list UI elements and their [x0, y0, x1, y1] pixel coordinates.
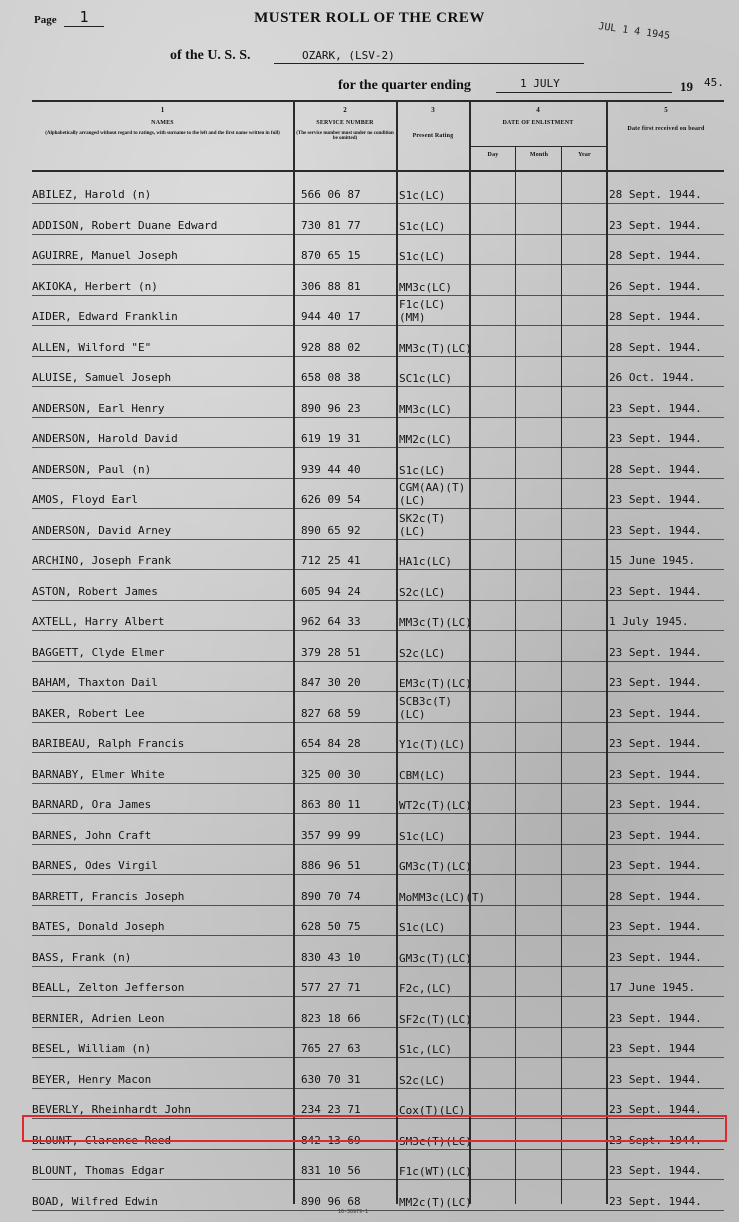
row-rule [32, 600, 724, 601]
present-rating: S1c(LC) [399, 463, 446, 477]
date-received: 23 Sept. 1944. [609, 828, 702, 842]
col-service-header: 2 SERVICE NUMBER (The service number must under no condition be omitted) [296, 106, 394, 141]
table-row [32, 676, 724, 696]
service-number: 234 23 71 [301, 1103, 361, 1116]
present-rating: MM3c(T)(LC) [399, 616, 472, 629]
service-number: 890 70 74 [301, 889, 361, 903]
col-received-header: 5 Date first received on board [627, 106, 705, 133]
enlistment-subrule [469, 146, 606, 147]
row-rule [32, 325, 724, 326]
table-row [32, 737, 724, 757]
present-rating: S1c(LC) [399, 189, 446, 202]
date-received: 23 Sept. 1944. [609, 584, 702, 598]
present-rating: S2c(LC) [399, 646, 446, 660]
date-received: 28 Sept. 1944. [609, 310, 702, 323]
date-received: 23 Sept. 1944. [609, 920, 702, 933]
date-received: 28 Sept. 1944. [609, 462, 702, 476]
service-number: 842 13 69 [301, 1133, 361, 1147]
service-number: 306 88 81 [301, 279, 361, 293]
service-number: 628 50 75 [301, 920, 361, 933]
row-rule [32, 356, 724, 357]
service-number: 944 40 17 [301, 310, 361, 323]
quarter-date: 1 JULY [496, 77, 672, 93]
crew-name: ARCHINO, Joseph Frank [32, 554, 172, 567]
crew-name: BARIBEAU, Ralph Francis [32, 737, 185, 750]
service-number: 765 27 63 [301, 1042, 361, 1055]
row-rule [32, 813, 724, 814]
present-rating: S1c(LC) [399, 219, 446, 233]
table-row [32, 1164, 724, 1184]
table-row [32, 646, 724, 666]
row-rule [32, 630, 724, 631]
date-received: 23 Sept. 1944. [609, 1164, 702, 1177]
present-rating: F1c(LC) (MM) [399, 298, 446, 324]
crew-name: ANDERSON, Harold David [32, 432, 178, 445]
crew-name: BARRETT, Francis Joseph [32, 889, 185, 903]
present-rating: CBM(LC) [399, 768, 446, 782]
crew-name: AMOS, Floyd Earl [32, 493, 138, 506]
date-received: 23 Sept. 1944. [609, 676, 702, 689]
present-rating: HA1c(LC) [399, 555, 452, 568]
present-rating: MoMM3c(LC)(T) [399, 890, 486, 904]
date-received: 23 Sept. 1944. [609, 859, 702, 872]
present-rating: CGM(AA)(T) (LC) [399, 481, 466, 507]
crew-name: BLOUNT, Clarence Reed [32, 1133, 172, 1147]
row-rule [32, 478, 724, 479]
row-rule [32, 234, 724, 235]
row-rule [32, 264, 724, 265]
date-received: 23 Sept. 1944. [609, 1133, 702, 1147]
present-rating: MM3c(LC) [399, 280, 452, 294]
service-number: 654 84 28 [301, 737, 361, 750]
service-number: 712 25 41 [301, 554, 361, 567]
present-rating: GM3c(T)(LC) [399, 860, 472, 873]
date-received: 28 Sept. 1944. [609, 340, 702, 354]
present-rating: SM3c(T)(LC) [399, 1134, 472, 1148]
date-received: 15 June 1945. [609, 554, 696, 567]
row-rule [32, 1179, 724, 1180]
table-row [32, 1195, 724, 1215]
row-rule [32, 1210, 724, 1211]
highlighted-row-box [22, 1115, 727, 1142]
col-names-header: 1 NAMES (Alphabetically arranged without regard to ratings, with surname to the left and the first name written in full) [45, 106, 280, 136]
col-day-header: Day [487, 152, 499, 158]
crew-name: BARNES, Odes Virgil [32, 859, 158, 872]
table-row [32, 280, 724, 300]
date-received: 23 Sept. 1944. [609, 798, 702, 811]
present-rating: F2c,(LC) [399, 982, 452, 995]
present-rating: S1c(LC) [399, 921, 446, 934]
date-received: 28 Sept. 1944. [609, 249, 702, 262]
crew-name: BASS, Frank (n) [32, 950, 132, 964]
row-rule [32, 203, 724, 204]
date-received: 23 Sept. 1944. [609, 1194, 702, 1208]
service-number: 830 43 10 [301, 950, 361, 964]
page-label: Page [34, 14, 57, 26]
received-stamp: JUL 1 4 1945 [597, 21, 671, 42]
table-row [32, 511, 724, 544]
date-received: 23 Sept. 1944. [609, 493, 702, 506]
service-number: 566 06 87 [301, 188, 361, 201]
date-received: 23 Sept. 1944. [609, 1072, 702, 1086]
table-row [32, 341, 724, 361]
crew-name: AKIOKA, Herbert (n) [32, 279, 158, 293]
table-row [32, 432, 724, 452]
crew-name: AXTELL, Harry Albert [32, 615, 165, 628]
present-rating: SK2c(T) (LC) [399, 511, 446, 538]
present-rating: SCB3c(T) (LC) [399, 694, 452, 721]
crew-name: BESEL, William (n) [32, 1042, 152, 1055]
row-rule [32, 386, 724, 387]
header-bottom-rule [32, 170, 724, 172]
row-rule [32, 1057, 724, 1058]
date-received: 1 July 1945. [609, 615, 689, 628]
table-row [32, 768, 724, 788]
table-row [32, 615, 724, 635]
row-rule [32, 295, 724, 296]
date-received: 23 Sept. 1944. [609, 432, 702, 445]
crew-name: BEYER, Henry Macon [32, 1072, 152, 1086]
row-rule [32, 1088, 724, 1089]
table-row [32, 481, 724, 513]
present-rating: GM3c(T)(LC) [399, 951, 472, 965]
crew-name: BERNIER, Adrien Leon [32, 1011, 165, 1025]
service-number: 890 96 23 [301, 401, 361, 415]
page-number: 1 [64, 8, 104, 27]
form-number: 16-30979-1 [338, 1209, 369, 1215]
table-row [32, 1012, 724, 1032]
crew-name: ALLEN, Wilford "E" [32, 340, 152, 354]
row-rule [32, 966, 724, 967]
row-rule [32, 417, 724, 418]
table-row [32, 371, 724, 391]
service-number: 962 64 33 [301, 615, 361, 628]
row-rule [32, 844, 724, 845]
crew-name: BATES, Donald Joseph [32, 920, 165, 933]
col-rating-header: 3 Present Rating [412, 106, 454, 140]
table-top-rule [32, 100, 724, 102]
row-rule [32, 661, 724, 662]
row-rule [32, 539, 724, 540]
crew-name: ABILEZ, Harold (n) [32, 188, 152, 201]
date-received: 23 Sept. 1944. [609, 645, 702, 659]
crew-name: ASTON, Robert James [32, 584, 158, 598]
service-number: 890 96 68 [301, 1194, 361, 1208]
quarter-label: for the quarter ending [338, 78, 471, 93]
ship-name: OZARK, (LSV-2) [274, 49, 584, 64]
present-rating: S2c(LC) [399, 1073, 446, 1087]
service-number: 870 65 15 [301, 249, 361, 262]
date-received: 23 Sept. 1944. [609, 1103, 702, 1116]
table-row [32, 463, 724, 483]
date-received: 17 June 1945. [609, 981, 696, 994]
present-rating: Y1c(T)(LC) [399, 738, 466, 751]
date-received: 23 Sept. 1944. [609, 767, 702, 781]
crew-name: BARNARD, Ora James [32, 798, 152, 811]
crew-name: BLOUNT, Thomas Edgar [32, 1164, 165, 1177]
table-row [32, 981, 724, 1001]
date-received: 28 Sept. 1944. [609, 188, 702, 201]
service-number: 939 44 40 [301, 462, 361, 476]
crew-name: BAHAM, Thaxton Dail [32, 676, 158, 689]
row-rule [32, 691, 724, 692]
present-rating: MM2c(LC) [399, 433, 452, 446]
table-row [32, 1042, 724, 1062]
crew-name: BOAD, Wilfred Edwin [32, 1194, 158, 1208]
table-row [32, 298, 724, 330]
crew-name: AGUIRRE, Manuel Joseph [32, 249, 178, 262]
present-rating: Cox(T)(LC) [399, 1104, 466, 1117]
table-row [32, 951, 724, 971]
date-received: 23 Sept. 1944. [609, 950, 702, 964]
present-rating: MM3c(T)(LC) [399, 341, 472, 355]
date-received: 23 Sept. 1944. [609, 737, 702, 750]
service-number: 619 19 31 [301, 432, 361, 445]
service-number: 928 88 02 [301, 340, 361, 354]
table-row [32, 249, 724, 269]
date-received: 23 Sept. 1944 [609, 1042, 696, 1055]
service-number: 827 68 59 [301, 706, 361, 720]
row-rule [32, 508, 724, 509]
crew-name: ADDISON, Robert Duane Edward [32, 218, 218, 232]
row-rule [32, 569, 724, 570]
present-rating: SF2c(T)(LC) [399, 1012, 472, 1026]
crew-name: AIDER, Edward Franklin [32, 310, 178, 323]
present-rating: SC1c(LC) [399, 372, 452, 385]
service-number: 847 30 20 [301, 676, 361, 689]
service-number: 730 81 77 [301, 218, 361, 232]
date-received: 26 Sept. 1944. [609, 279, 702, 293]
crew-name: ANDERSON, Paul (n) [32, 462, 152, 476]
service-number: 823 18 66 [301, 1011, 361, 1025]
row-rule [32, 783, 724, 784]
year-prefix: 19 [680, 79, 693, 94]
service-number: 863 80 11 [301, 798, 361, 811]
service-number: 630 70 31 [301, 1072, 361, 1086]
service-number: 658 08 38 [301, 371, 361, 384]
row-rule [32, 874, 724, 875]
service-number: 890 65 92 [301, 523, 361, 537]
present-rating: MM2c(T)(LC) [399, 1195, 472, 1209]
service-number: 379 28 51 [301, 645, 361, 659]
col-month-header: Month [529, 152, 549, 158]
present-rating: F1c(WT)(LC) [399, 1165, 472, 1178]
table-row [32, 402, 724, 422]
row-rule [32, 1149, 724, 1150]
date-received: 26 Oct. 1944. [609, 371, 696, 384]
row-rule [32, 752, 724, 753]
service-number: 325 00 30 [301, 767, 361, 781]
table-row [32, 798, 724, 818]
date-received: 28 Sept. 1944. [609, 889, 702, 903]
service-number: 831 10 56 [301, 1164, 361, 1177]
date-received: 23 Sept. 1944. [609, 218, 702, 232]
ship-label: of the U. S. S. [170, 48, 251, 63]
service-number: 886 96 51 [301, 859, 361, 872]
crew-name: BAGGETT, Clyde Elmer [32, 645, 165, 659]
service-number: 626 09 54 [301, 493, 361, 506]
crew-name: ANDERSON, Earl Henry [32, 401, 165, 415]
row-rule [32, 905, 724, 906]
table-row [32, 554, 724, 574]
date-received: 23 Sept. 1944. [609, 1011, 702, 1025]
present-rating: S2c(LC) [399, 585, 446, 599]
crew-name: BARNABY, Elmer White [32, 767, 165, 781]
date-received: 23 Sept. 1944. [609, 523, 702, 537]
present-rating: WT2c(T)(LC) [399, 799, 472, 812]
row-rule [32, 447, 724, 448]
present-rating: EM3c(T)(LC) [399, 677, 472, 690]
table-row [32, 585, 724, 605]
service-number: 605 94 24 [301, 584, 361, 598]
row-rule [32, 996, 724, 997]
table-row [32, 219, 724, 239]
table-row [32, 188, 724, 208]
date-received: 23 Sept. 1944. [609, 706, 702, 720]
crew-name: BARNES, John Craft [32, 828, 152, 842]
table-row [32, 920, 724, 940]
crew-name: ALUISE, Samuel Joseph [32, 371, 172, 384]
crew-name: BEVERLY, Rheinhardt John [32, 1103, 191, 1116]
date-received: 23 Sept. 1944. [609, 401, 702, 415]
table-row [32, 829, 724, 849]
col-year-header: Year [578, 152, 591, 158]
service-number: 577 27 71 [301, 981, 361, 994]
table-row [32, 694, 724, 727]
present-rating: MM3c(LC) [399, 402, 452, 416]
crew-name: BAKER, Robert Lee [32, 706, 145, 720]
crew-name: BEALL, Zelton Jefferson [32, 981, 185, 994]
document-title: MUSTER ROLL OF THE CREW [254, 10, 485, 26]
table-row [32, 859, 724, 879]
col-enlistment-header: 4 DATE OF ENLISTMENT [502, 106, 574, 127]
crew-name: ANDERSON, David Arney [32, 523, 172, 537]
service-number: 357 99 99 [301, 828, 361, 842]
present-rating: S1c,(LC) [399, 1043, 452, 1056]
table-row [32, 1073, 724, 1093]
row-rule [32, 722, 724, 723]
present-rating: S1c(LC) [399, 250, 446, 263]
present-rating: S1c(LC) [399, 829, 446, 843]
year-suffix: 45. [704, 76, 724, 89]
table-row [32, 890, 724, 910]
row-rule [32, 1027, 724, 1028]
row-rule [32, 935, 724, 936]
